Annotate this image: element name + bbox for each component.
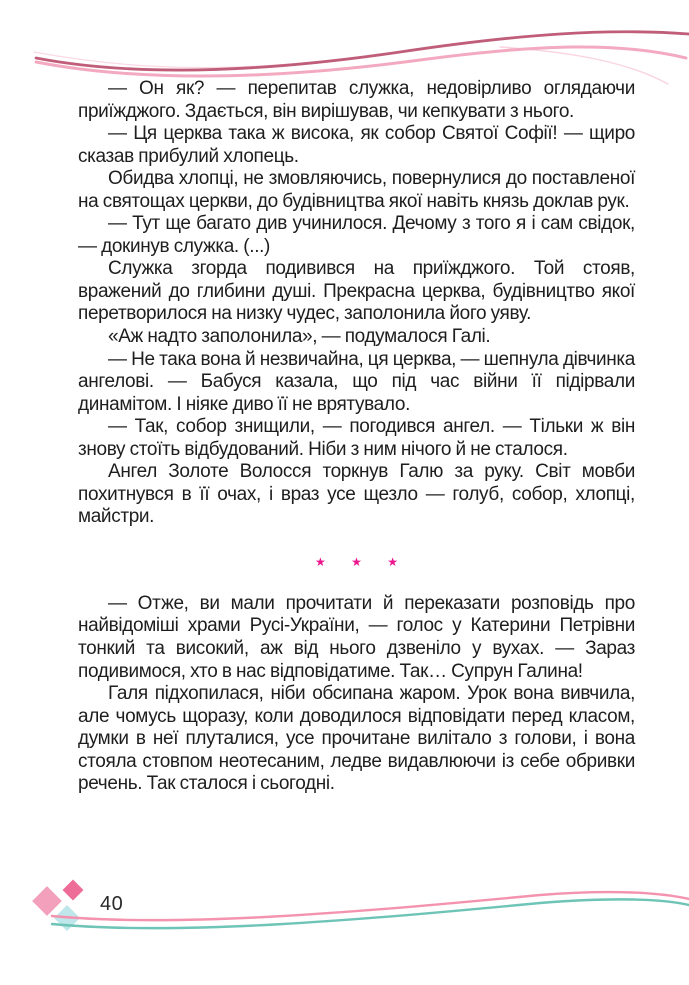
small-pink-diamond-icon <box>63 880 84 901</box>
story-paragraph: Обидва хлопці, не змовляючись, повернулися до поставленої на святощах церкви, до будівництва якої навіть князь доклав рук. <box>78 168 635 212</box>
bottom-wave-teal-line <box>52 899 689 928</box>
stars-separator: ★ ★ ★ <box>315 554 409 569</box>
page-number: 40 <box>100 893 124 915</box>
story-paragraph: «Аж надто заполонила», — подумалося Галі. <box>108 326 491 348</box>
top-wave-dark-line <box>36 32 689 70</box>
diamond-ornament <box>25 875 95 935</box>
story-paragraph: — Тут ще багато див учинилося. Дечому з того я і сам свідок, — докинув служка. (...) <box>78 213 635 257</box>
story-paragraph: — Не така вона й незвичайна, ця церква, — шепнула дівчинка ангелові. — Бабуся казала, що під час війни її підірвали динамітом. І ніяке диво її не врятувало. <box>78 348 635 415</box>
top-wave-light-line <box>36 47 686 76</box>
story-paragraph: — Ця церква така ж висока, як собор Святої Софії! — щиро сказав прибулий хлопець. <box>78 123 635 167</box>
story-paragraph: — Отже, ви мали прочитати й переказати розповідь про найвідоміші храми Русі-України, — голос у Катерини Петрівни тонкий та високий, аж від нього дзвеніло у вухах. — Зараз подивимося, хто в нас відповідатиме. Так… Супрун Галина! <box>78 592 635 682</box>
large-pink-diamond-icon <box>32 886 62 916</box>
teal-diamond-icon <box>54 905 80 931</box>
story-paragraph: — Он як? — перепитав служка, недовірливо оглядаючи приїжджого. Здається, він вирішував, чи кепкувати з нього. <box>78 78 635 122</box>
story-paragraph: — Так, собор знищили, — погодився ангел. — Тільки ж він знову стоїть відбудований. Ніби з ним нічого й не сталося. <box>78 416 635 460</box>
story-paragraph: Галя підхопилася, ніби обсипана жаром. Урок вона вивчила, але чомусь щоразу, коли доводилося відповідати перед класом, думки в неї плуталися, усе прочитане вилітало з голови, і вона стояла стовпом неотесаним, ледве видавлюючи із себе обривки речень. Так сталося і сьогодні. <box>78 683 635 795</box>
story-paragraph: Служка згорда подивився на приїжджого. Той стояв, вражений до глибини душі. Прекрасна церква, будівництво якої перетворилося на низку чудес, заполонила його уяву. <box>78 258 635 325</box>
bottom-wave-pink-line <box>52 892 689 920</box>
story-text <box>78 78 635 796</box>
top-wave-faint-line <box>34 52 290 68</box>
story-paragraph: Ангел Золоте Волосся торкнув Галю за руку. Світ мовби похитнувся в її очах, і враз усе щезло — голуб, собор, хлопці, майстри. <box>78 461 635 528</box>
